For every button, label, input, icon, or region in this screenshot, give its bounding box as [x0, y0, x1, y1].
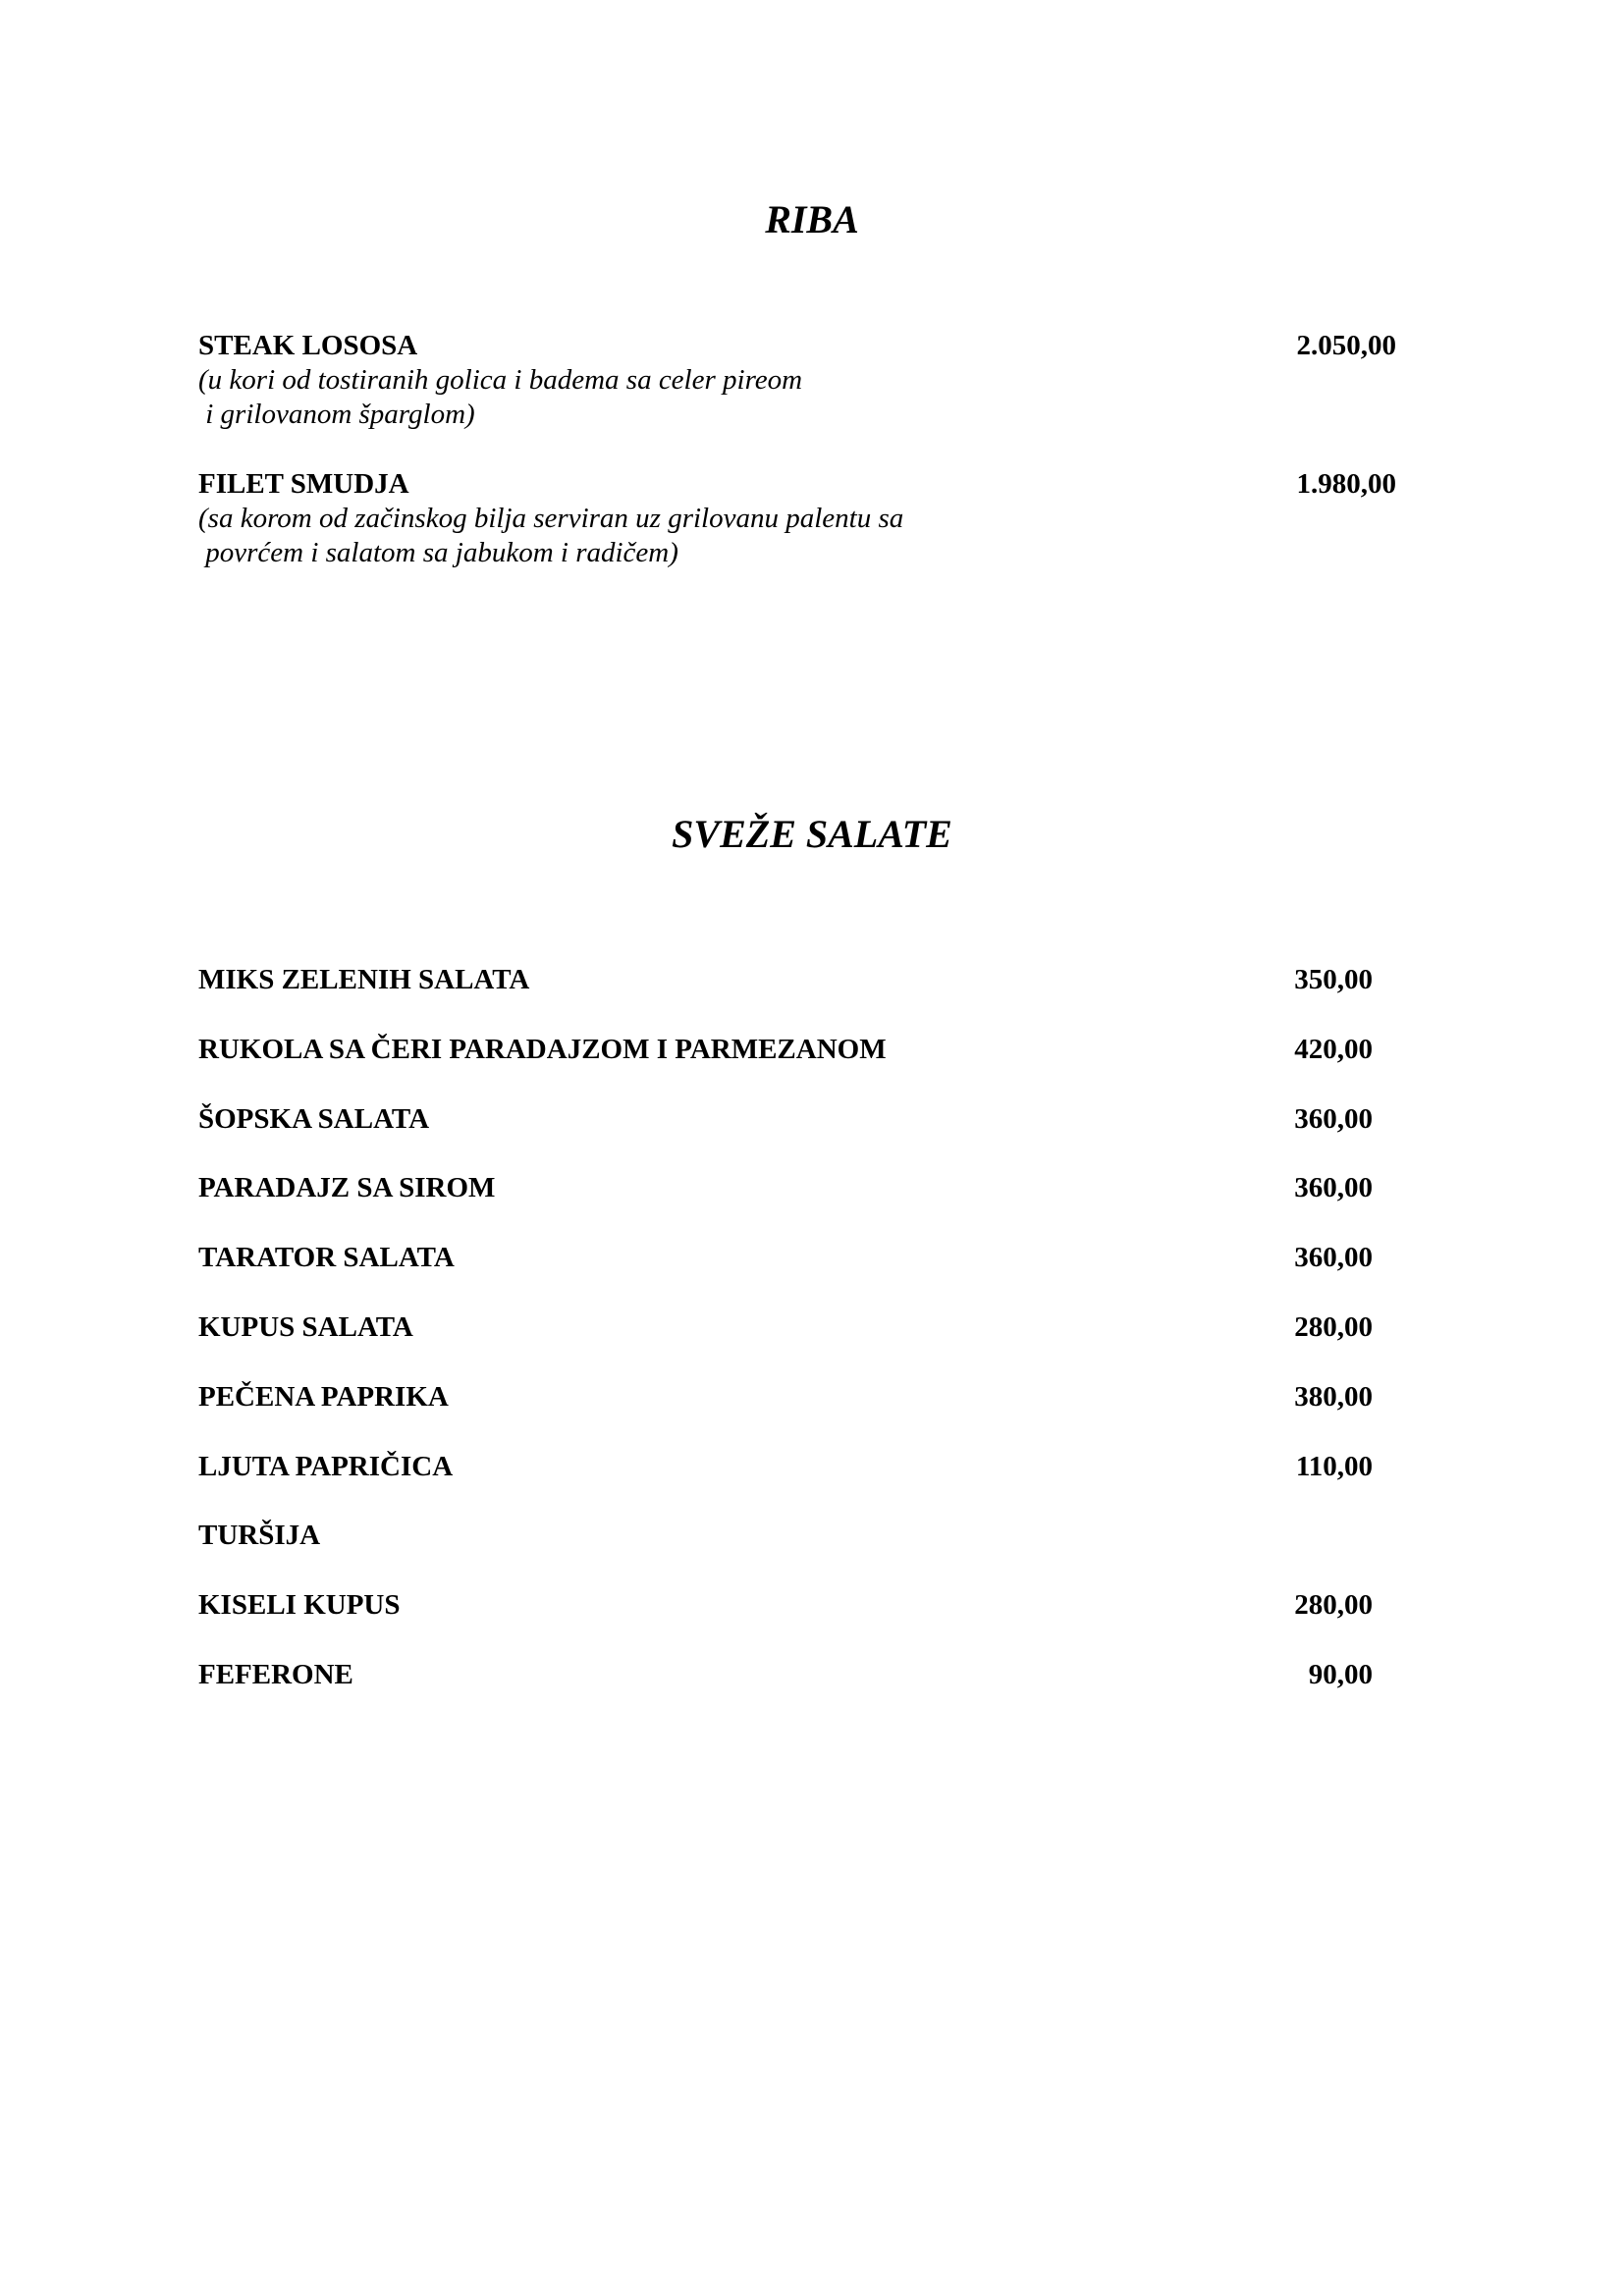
menu-item-pecena-paprika: [198, 1379, 1373, 1415]
menu-item-kiseli-kupus: [198, 1587, 1373, 1623]
menu-item-filet-smudja: [198, 466, 1396, 570]
menu-item-description-line: i grilovanom šparglom): [198, 399, 475, 430]
menu-item-tarator-salata: [198, 1240, 1373, 1275]
menu-item-price: 2.050,00: [1296, 330, 1396, 361]
menu-item-kupus-salata: [198, 1309, 1373, 1345]
menu-item-name: PARADAJZ SA SIROM: [198, 1172, 496, 1203]
menu-item-price: 350,00: [1294, 964, 1373, 995]
menu-item-price: 1.980,00: [1296, 468, 1396, 500]
menu-item-name: TURŠIJA: [198, 1520, 321, 1551]
menu-item-price: 420,00: [1294, 1034, 1373, 1065]
menu-item-rukola: [198, 1032, 1373, 1067]
menu-item-paradajz-sa-sirom: [198, 1170, 1373, 1205]
menu-item-steak-lososa: [198, 328, 1396, 432]
menu-item-price: 380,00: [1294, 1381, 1373, 1413]
menu-item-tursija: [198, 1518, 1373, 1553]
section-title-sveze-salate: SVEŽE SALATE: [672, 812, 952, 856]
menu-item-description-line: (sa korom od začinskog bilja serviran uz grilovanu palentu sa: [198, 503, 904, 534]
menu-item-description-line: (u kori od tostiranih golica i badema sa celer pireom: [198, 364, 803, 396]
menu-item-name: STEAK LOSOSA: [198, 330, 418, 361]
menu-item-name: PEČENA PAPRIKA: [198, 1381, 449, 1413]
menu-item-name: FEFERONE: [198, 1659, 353, 1690]
menu-item-name: KISELI KUPUS: [198, 1589, 401, 1621]
menu-item-description-line: povrćem i salatom sa jabukom i radičem): [198, 537, 678, 568]
menu-item-miks-zelenih-salata: [198, 962, 1373, 997]
menu-item-price: 360,00: [1294, 1242, 1373, 1273]
section-title-riba: RIBA: [765, 197, 859, 241]
menu-item-ljuta-papricica: [198, 1449, 1373, 1484]
menu-item-name: LJUTA PAPRIČICA: [198, 1451, 454, 1482]
menu-item-price: 280,00: [1294, 1311, 1373, 1343]
menu-item-price: 360,00: [1294, 1172, 1373, 1203]
menu-item-feferone: [198, 1657, 1373, 1692]
menu-item-name: TARATOR SALATA: [198, 1242, 455, 1273]
menu-item-price: 280,00: [1294, 1589, 1373, 1621]
menu-item-price: 110,00: [1295, 1451, 1373, 1482]
menu-item-name: MIKS ZELENIH SALATA: [198, 964, 530, 995]
menu-item-sopska-salata: [198, 1101, 1373, 1137]
menu-item-price: 360,00: [1294, 1103, 1373, 1135]
menu-item-name: ŠOPSKA SALATA: [198, 1103, 430, 1135]
menu-item-name: RUKOLA SA ČERI PARADAJZOM I PARMEZANOM: [198, 1034, 887, 1065]
menu-item-name: KUPUS SALATA: [198, 1311, 413, 1343]
menu-item-price: 90,00: [1308, 1659, 1373, 1690]
menu-item-name: FILET SMUDJA: [198, 468, 409, 500]
